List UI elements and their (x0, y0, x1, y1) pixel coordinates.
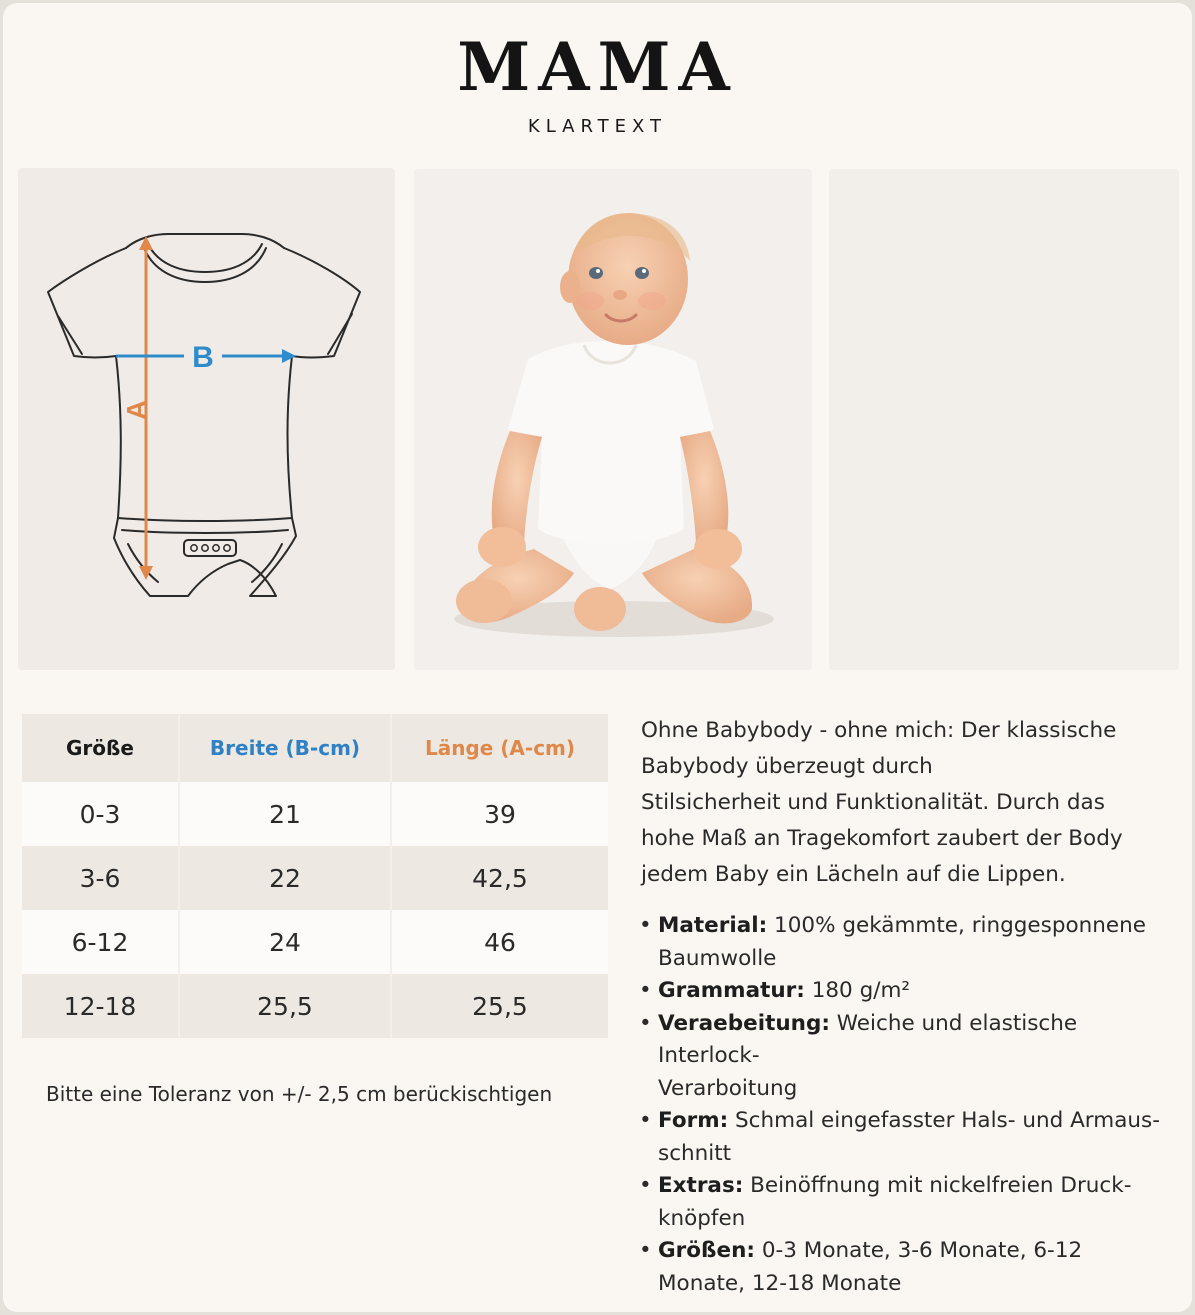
baby-photo (414, 169, 812, 670)
table-cell: 24 (179, 910, 391, 974)
table-cell: 21 (179, 782, 391, 846)
measure-a-label: A (121, 399, 152, 421)
feature-value-continued: knöpfen (658, 1205, 746, 1231)
measurement-diagram (18, 168, 395, 670)
measure-b-label: B (192, 341, 214, 374)
table-cell: 12-18 (22, 974, 179, 1038)
tolerance-note: Bitte eine Toleranz von +/- 2,5 cm berückischtigen (46, 1082, 553, 1106)
table-cell: 3-6 (22, 846, 179, 910)
feature-value: Weiche und elastische Interlock- (658, 1010, 1078, 1068)
feature-label: Form: (658, 1108, 729, 1133)
product-description (641, 713, 1161, 893)
feature-value: 180 g/m² (804, 978, 911, 1003)
feature-value: 0-3 Monate, 3-6 Monate, 6-12 (754, 1238, 1083, 1263)
width-column-header: Breite (B-cm) (179, 714, 391, 782)
table-cell: 0-3 (22, 782, 179, 846)
bodysuit-outline-icon (18, 168, 395, 670)
feature-item-material (639, 910, 1169, 975)
table-cell: 22 (179, 846, 391, 910)
brand-logo (0, 28, 1195, 137)
feature-value-continued: schnitt (658, 1140, 732, 1166)
brand-name: MAMA (457, 28, 738, 106)
size-table-header (22, 714, 608, 782)
feature-label: Extras: (658, 1173, 744, 1198)
feature-label: Grammatur: (658, 978, 805, 1003)
feature-item-extras (639, 1170, 1169, 1235)
feature-value-continued: Baumwolle (658, 945, 777, 971)
description-line: Babybody überzeugt durch (641, 754, 933, 779)
feature-value-continued: Verarboitung (658, 1075, 798, 1101)
feature-list (639, 910, 1169, 1300)
table-row (22, 910, 608, 974)
feature-label: Material: (658, 913, 768, 938)
feature-value: Schmal eingefasster Hals- und Armaus- (728, 1108, 1160, 1133)
feature-item-form (639, 1105, 1169, 1170)
description-line: Ohne Babybody - ohne mich: Der klassische (641, 718, 1117, 743)
feature-value: Beinöffnung mit nickelfreien Druck- (743, 1173, 1132, 1198)
table-cell: 25,5 (391, 974, 608, 1038)
length-column-header: Länge (A-cm) (391, 714, 608, 782)
table-cell: 6-12 (22, 910, 179, 974)
size-table (22, 714, 608, 1038)
feature-item-verarbeitung (639, 1008, 1169, 1106)
feature-value: 100% gekämmte, ringgesponnene (767, 913, 1146, 938)
table-row (22, 974, 608, 1038)
feature-item-grammatur (639, 975, 1169, 1008)
brand-tagline: KLARTEXT (527, 116, 668, 137)
description-line: hohe Maß an Tragekomfort zaubert der Body (641, 826, 1123, 851)
empty-image-panel (829, 169, 1179, 670)
size-column-header: Größe (22, 714, 179, 782)
table-row (22, 846, 608, 910)
table-row (22, 782, 608, 846)
table-cell: 46 (391, 910, 608, 974)
feature-item-groessen (639, 1235, 1169, 1300)
feature-label: Veraebeitung: (658, 1010, 830, 1036)
description-line: jedem Baby ein Lächeln auf die Lippen. (641, 862, 1066, 887)
table-cell: 42,5 (391, 846, 608, 910)
table-cell: 39 (391, 782, 608, 846)
description-line: Stilsicherheit und Funktionalität. Durch das (641, 790, 1105, 815)
table-cell: 25,5 (179, 974, 391, 1038)
feature-value-continued: Monate, 12-18 Monate (658, 1270, 902, 1296)
baby-in-bodysuit-image (414, 169, 812, 670)
feature-label: Größen: (658, 1238, 755, 1263)
